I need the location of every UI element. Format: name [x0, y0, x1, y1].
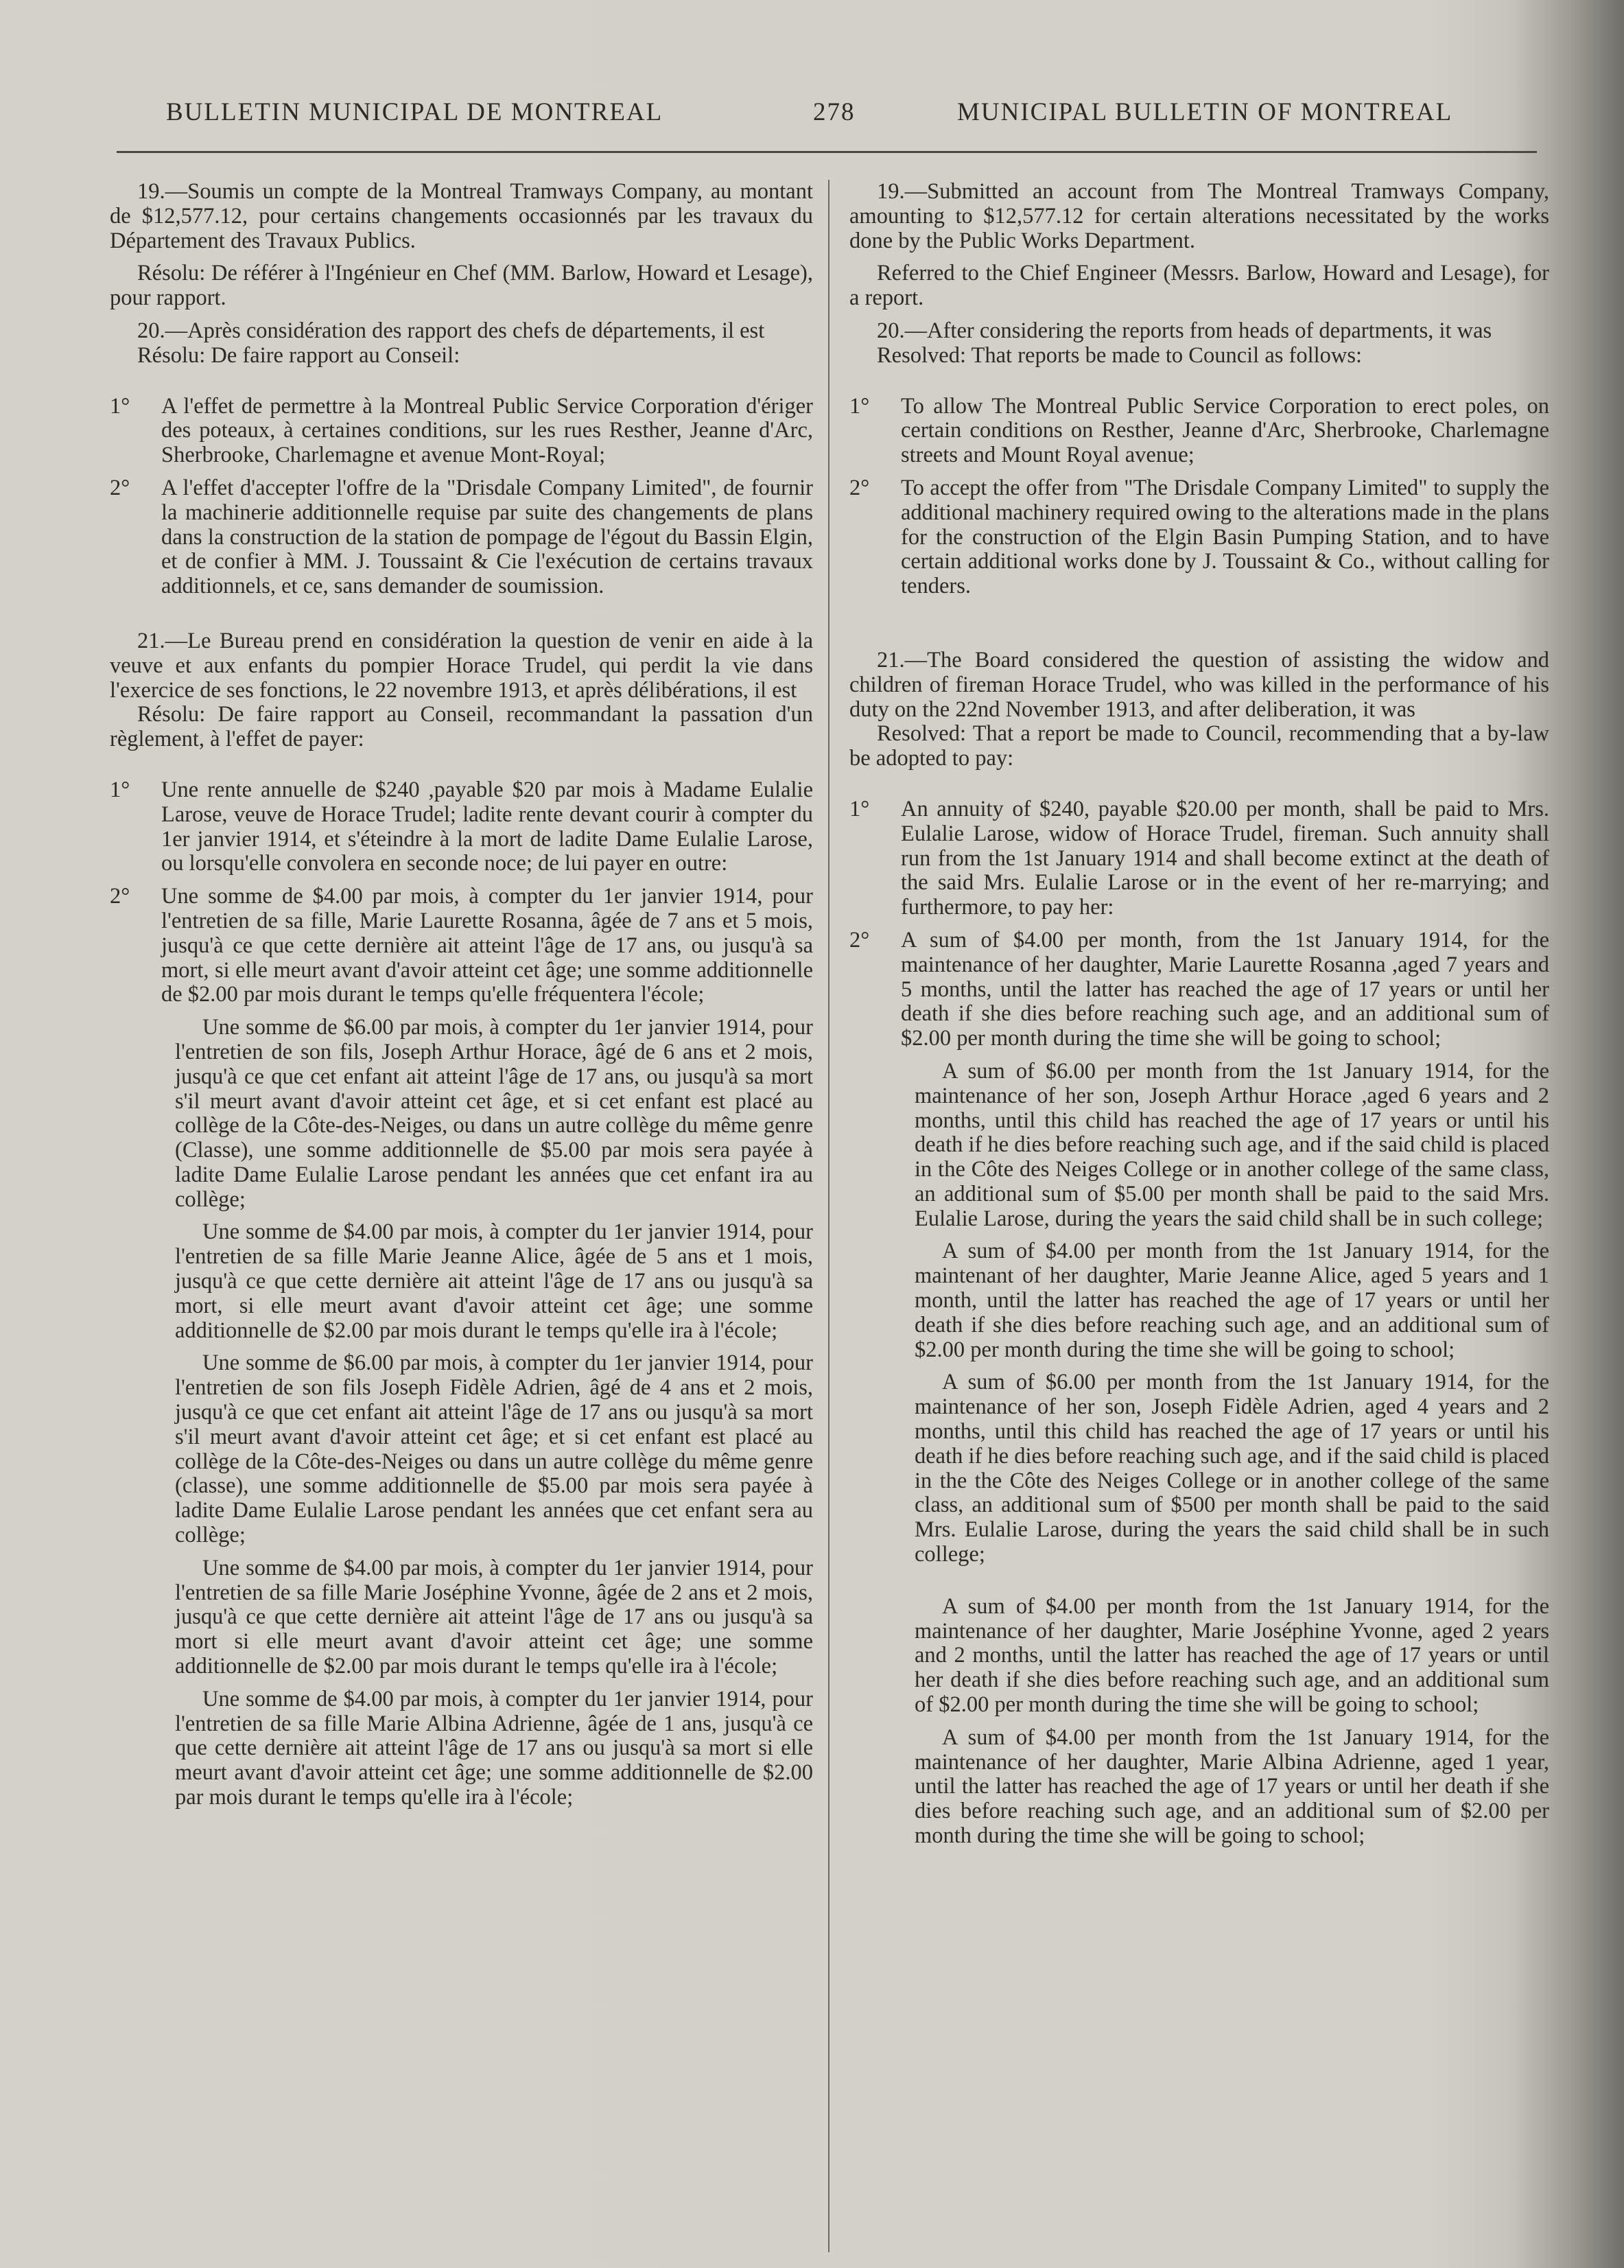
sum-albina-adrienne-fr: Une somme de $4.00 par mois, à compter du 1er janvier 1914, pour l'entretien de sa fille Marie Albina Adrienne, âgée de 1 ans, jusqu'à ce que cette dernière ait atteint l'âge de 17 ans ou jusqu'à sa mort si elle meurt avant d'avoir atteint cet âge; une somme additionnelle de $2.00 par mois durant le temps qu'elle ira à l'école; [175, 1686, 813, 1810]
item-20-2-en [849, 476, 1549, 599]
column-divider [828, 180, 829, 2252]
sum-jeanne-alice-fr: Une somme de $4.00 par mois, à compter du 1er janvier 1914, pour l'entretien de sa fille Marie Jeanne Alice, âgée de 5 ans et 1 mois, jusqu'à ce que cette dernière ait atteint l'âge de 17 ans ou jusqu'à sa mort, si elle meurt avant d'avoir atteint cet âge; une somme additionnelle de $2.00 par mois durant le temps qu'elle ira à l'école; [175, 1219, 813, 1343]
item-19-fr: 19.—Soumis un compte de la Montreal Tramways Company, au montant de $12,577.12, pour certains changements occasionnés par les travaux du Département des Travaux Publics. [110, 179, 813, 253]
sum-arthur-horace-en: A sum of $6.00 per month from the 1st January 1914, for the maintenance of her son, Joseph Arthur Horace ,aged 6 years and 2 months, until this child has reached the age of 17 years or until his death if he dies before reaching such age, and if the said child is placed in the Côte des Neiges College or in another college of the same class, an additional sum of $5.00 per month shall be paid to the said Mrs. Eulalie Larose, during the years the said child shall be in such college; [915, 1058, 1549, 1231]
item-marker: 2° [110, 884, 130, 909]
item-text: Une somme de $4.00 par mois, à compter du 1er janvier 1914, pour l'entretien de sa fille, Marie Laurette Rosanna, âgée de 7 ans et 5 mois, jusqu'à ce que cette dernière ait atteint l'âge de 17 ans, ou jusqu'à sa mort, si elle meurt avant d'avoir atteint cet âge; une somme additionnelle de $2.00 par mois durant le temps qu'elle fréquentera l'école; [161, 884, 813, 1007]
sum-fidele-adrien-en: A sum of $6.00 per month from the 1st January 1914, for the maintenance of her son, Joseph Fidèle Adrien, aged 4 years and 2 months, until this child has reached the age of 17 years or until his death if he dies before reaching such age, and if the said child is placed in the the Côte des Neiges College or in another college of the same class, an additional sum of $500 per month shall be paid to the said Mrs. Eulalie Larose, during the years the said child shall be in such college; [915, 1370, 1549, 1567]
resolution-20-fr: Résolu: De faire rapport au Conseil: [137, 342, 460, 368]
item-19-en: 19.—Submitted an account from The Montreal Tramways Company, amounting to $12,577.12 for certain alterations necessitated by the works done by the Public Works Department. [849, 179, 1549, 253]
item-20-en: 20.—After considering the reports from heads of departments, it was [877, 318, 1492, 343]
item-21-2-en [849, 928, 1549, 1051]
header-rule [117, 151, 1537, 153]
item-text: An annuity of $240, payable $20.00 per month, shall be paid to Mrs. Eulalie Larose, widow of Horace Trudel, fireman. Such annuity shall run from the 1st January 1914 and shall become extinct at the death of the said Mrs. Eulalie Larose or in the event of her re-marrying; and furthermore, to pay her: [901, 796, 1549, 920]
item-20-2-fr [110, 476, 813, 599]
sum-fidele-adrien-fr: Une somme de $6.00 par mois, à compter du 1er janvier 1914, pour l'entretien de son fils Joseph Fidèle Adrien, âgé de 4 ans et 2 mois, jusqu'à ce que cet enfant ait atteint l'âge de 17 ans ou jusqu'à sa mort s'il meurt avant d'avoir atteint cet âge; et si cet enfant est placé au collège de la Côte-des-Neiges ou dans un autre collège du même genre (classe), une somme additionnelle de $5.00 par mois sera payée à ladite Dame Eulalie Larose pendant les années que cet enfant sera au collège; [175, 1351, 813, 1548]
sum-albina-adrienne-en: A sum of $4.00 per month from the 1st January 1914, for the maintenance of her daughter, Marie Albina Adrienne, aged 1 year, until the latter has reached the age of 17 years or until her death if she dies before reaching such age, and an additional sum of $2.00 per month during the time she will be going to school; [915, 1725, 1549, 1849]
header-title-english: MUNICIPAL BULLETIN OF MONTREAL [957, 98, 1453, 126]
resolution-19-en: Referred to the Chief Engineer (Messrs. Barlow, Howard and Lesage), for a report. [849, 261, 1549, 311]
page-header [0, 95, 1624, 136]
item-21-1-en [849, 797, 1549, 920]
sum-jeanne-alice-en: A sum of $4.00 per month from the 1st January 1914, for the maintenant of her daughter, Marie Jeanne Alice, aged 5 years and 1 month, until the latter has reached the age of 17 years or until her death if she dies before reaching such age, and an additional sum of $2.00 per month during the time she will be going to school; [915, 1239, 1549, 1362]
item-21-1-fr [110, 778, 813, 876]
french-column [110, 180, 813, 1810]
english-column [849, 180, 1549, 1849]
item-text: A l'effet d'accepter l'offre de la "Drisdale Company Limited", de fournir la machinerie additionnelle requise par suite des changements de plans dans la construction de la station de pompage de l'égout du Bassin Elgin, et de confier à MM. J. Toussaint & Cie l'exécution de certains travaux additionnels, et ce, sans demander de soumission. [161, 475, 813, 599]
item-marker: 1° [849, 796, 870, 821]
item-marker: 1° [110, 393, 130, 419]
item-text: Une rente annuelle de $240 ,payable $20 par mois à Madame Eulalie Larose, veuve de Horace Trudel; ladite rente devant courir à compter du 1er janvier 1914, et s'éteindre à la mort de ladite Dame Eulalie Larose, ou lorsqu'elle convolera en seconde noce; de lui payer en outre: [161, 777, 813, 876]
resolution-21-fr: Résolu: De faire rapport au Conseil, recommandant la passation d'un règlement, à l'effet de payer: [110, 702, 813, 752]
item-marker: 2° [849, 927, 870, 952]
sum-josephine-yvonne-fr: Une somme de $4.00 par mois, à compter du 1er janvier 1914, pour l'entretien de sa fille Marie Joséphine Yvonne, âgée de 2 ans et 2 mois, jusqu'à ce que cette dernière ait atteint l'âge de 17 ans ou jusqu'à sa mort si elle meurt avant d'avoir atteint cet âge; une somme additionnelle de $2.00 par mois durant le temps qu'elle ira à l'école; [175, 1555, 813, 1679]
item-text: To allow The Montreal Public Service Corporation to erect poles, on certain conditions on Resther, Jeanne d'Arc, Sherbrooke, Charlemagne streets and Mount Royal avenue; [901, 393, 1549, 468]
resolution-20-en: Resolved: That reports be made to Council as follows: [877, 342, 1363, 368]
page-number: 278 [813, 98, 856, 126]
item-text: A sum of $4.00 per month, from the 1st January 1914, for the maintenance of her daughter, Marie Laurette Rosanna ,aged 7 years and 5 months, until the latter has reached the age of 17 years or until her death if she dies before reaching such age, and an additional sum of $2.00 per month during the time she will be going to school; [901, 927, 1549, 1051]
item-21-en: 21.—The Board considered the question of assisting the widow and children of fireman Horace Trudel, who was killed in the performance of his duty on the 22nd November 1913, and after deliberation, it was [849, 647, 1549, 722]
item-text: A l'effet de permettre à la Montreal Public Service Corporation d'ériger des poteaux, à certaines conditions, sur les rues Resther, Jeanne d'Arc, Sherbrooke, Charlemagne et avenue Mont-Royal; [161, 393, 813, 468]
item-marker: 2° [110, 475, 130, 500]
resolution-19-fr: Résolu: De référer à l'Ingénieur en Chef (MM. Barlow, Howard et Lesage), pour rapport. [110, 261, 813, 311]
item-20-1-fr [110, 395, 813, 468]
item-21-fr: 21.—Le Bureau prend en considération la question de venir en aide à la veuve et aux enfants du pompier Horace Trudel, qui perdit la vie dans l'exercice de ses fonctions, le 22 novembre 1913, et après délibérations, il est [110, 628, 813, 703]
item-20-1-en [849, 395, 1549, 468]
sum-josephine-yvonne-en: A sum of $4.00 per month from the 1st January 1914, for the maintenance of her daughter, Marie Joséphine Yvonne, aged 2 years and 2 months, until the latter has reached the age of 17 years or until her death if she dies before reaching such age, and an additional sum of $2.00 per month during the time she will be going to school; [915, 1593, 1549, 1718]
item-marker: 1° [849, 393, 870, 419]
sum-arthur-horace-fr: Une somme de $6.00 par mois, à compter du 1er janvier 1914, pour l'entretien de son fils, Joseph Arthur Horace, âgé de 6 ans et 2 mois, jusqu'à ce que cet enfant ait atteint l'âge de 17 ans, ou jusqu'à sa mort s'il meurt avant d'avoir atteint cet âge, et si cet enfant est placé au collège de la Côte-des-Neiges, ou dans un autre collège du même genre (Classe), une somme additionnelle de $5.00 par mois sera payée à ladite Dame Eulalie Larose pendant les années que cet enfant ira au collège; [175, 1015, 813, 1212]
item-marker: 2° [849, 475, 870, 500]
item-20-fr: 20.—Après considération des rapport des chefs de départements, il est [137, 318, 765, 343]
header-title-french: BULLETIN MUNICIPAL DE MONTREAL [166, 98, 663, 126]
item-text: To accept the offer from "The Drisdale Company Limited" to supply the additional machinery required owing to the alterations made in the plans for the construction of the Elgin Basin Pumping Station, and to have certain additional works done by J. Toussaint & Co., without calling for tenders. [901, 475, 1549, 599]
resolution-21-en: Resolved: That a report be made to Council, recommending that a by-law be adopted to pay: [849, 721, 1549, 771]
item-marker: 1° [110, 777, 130, 802]
item-21-2-fr [110, 885, 813, 1007]
